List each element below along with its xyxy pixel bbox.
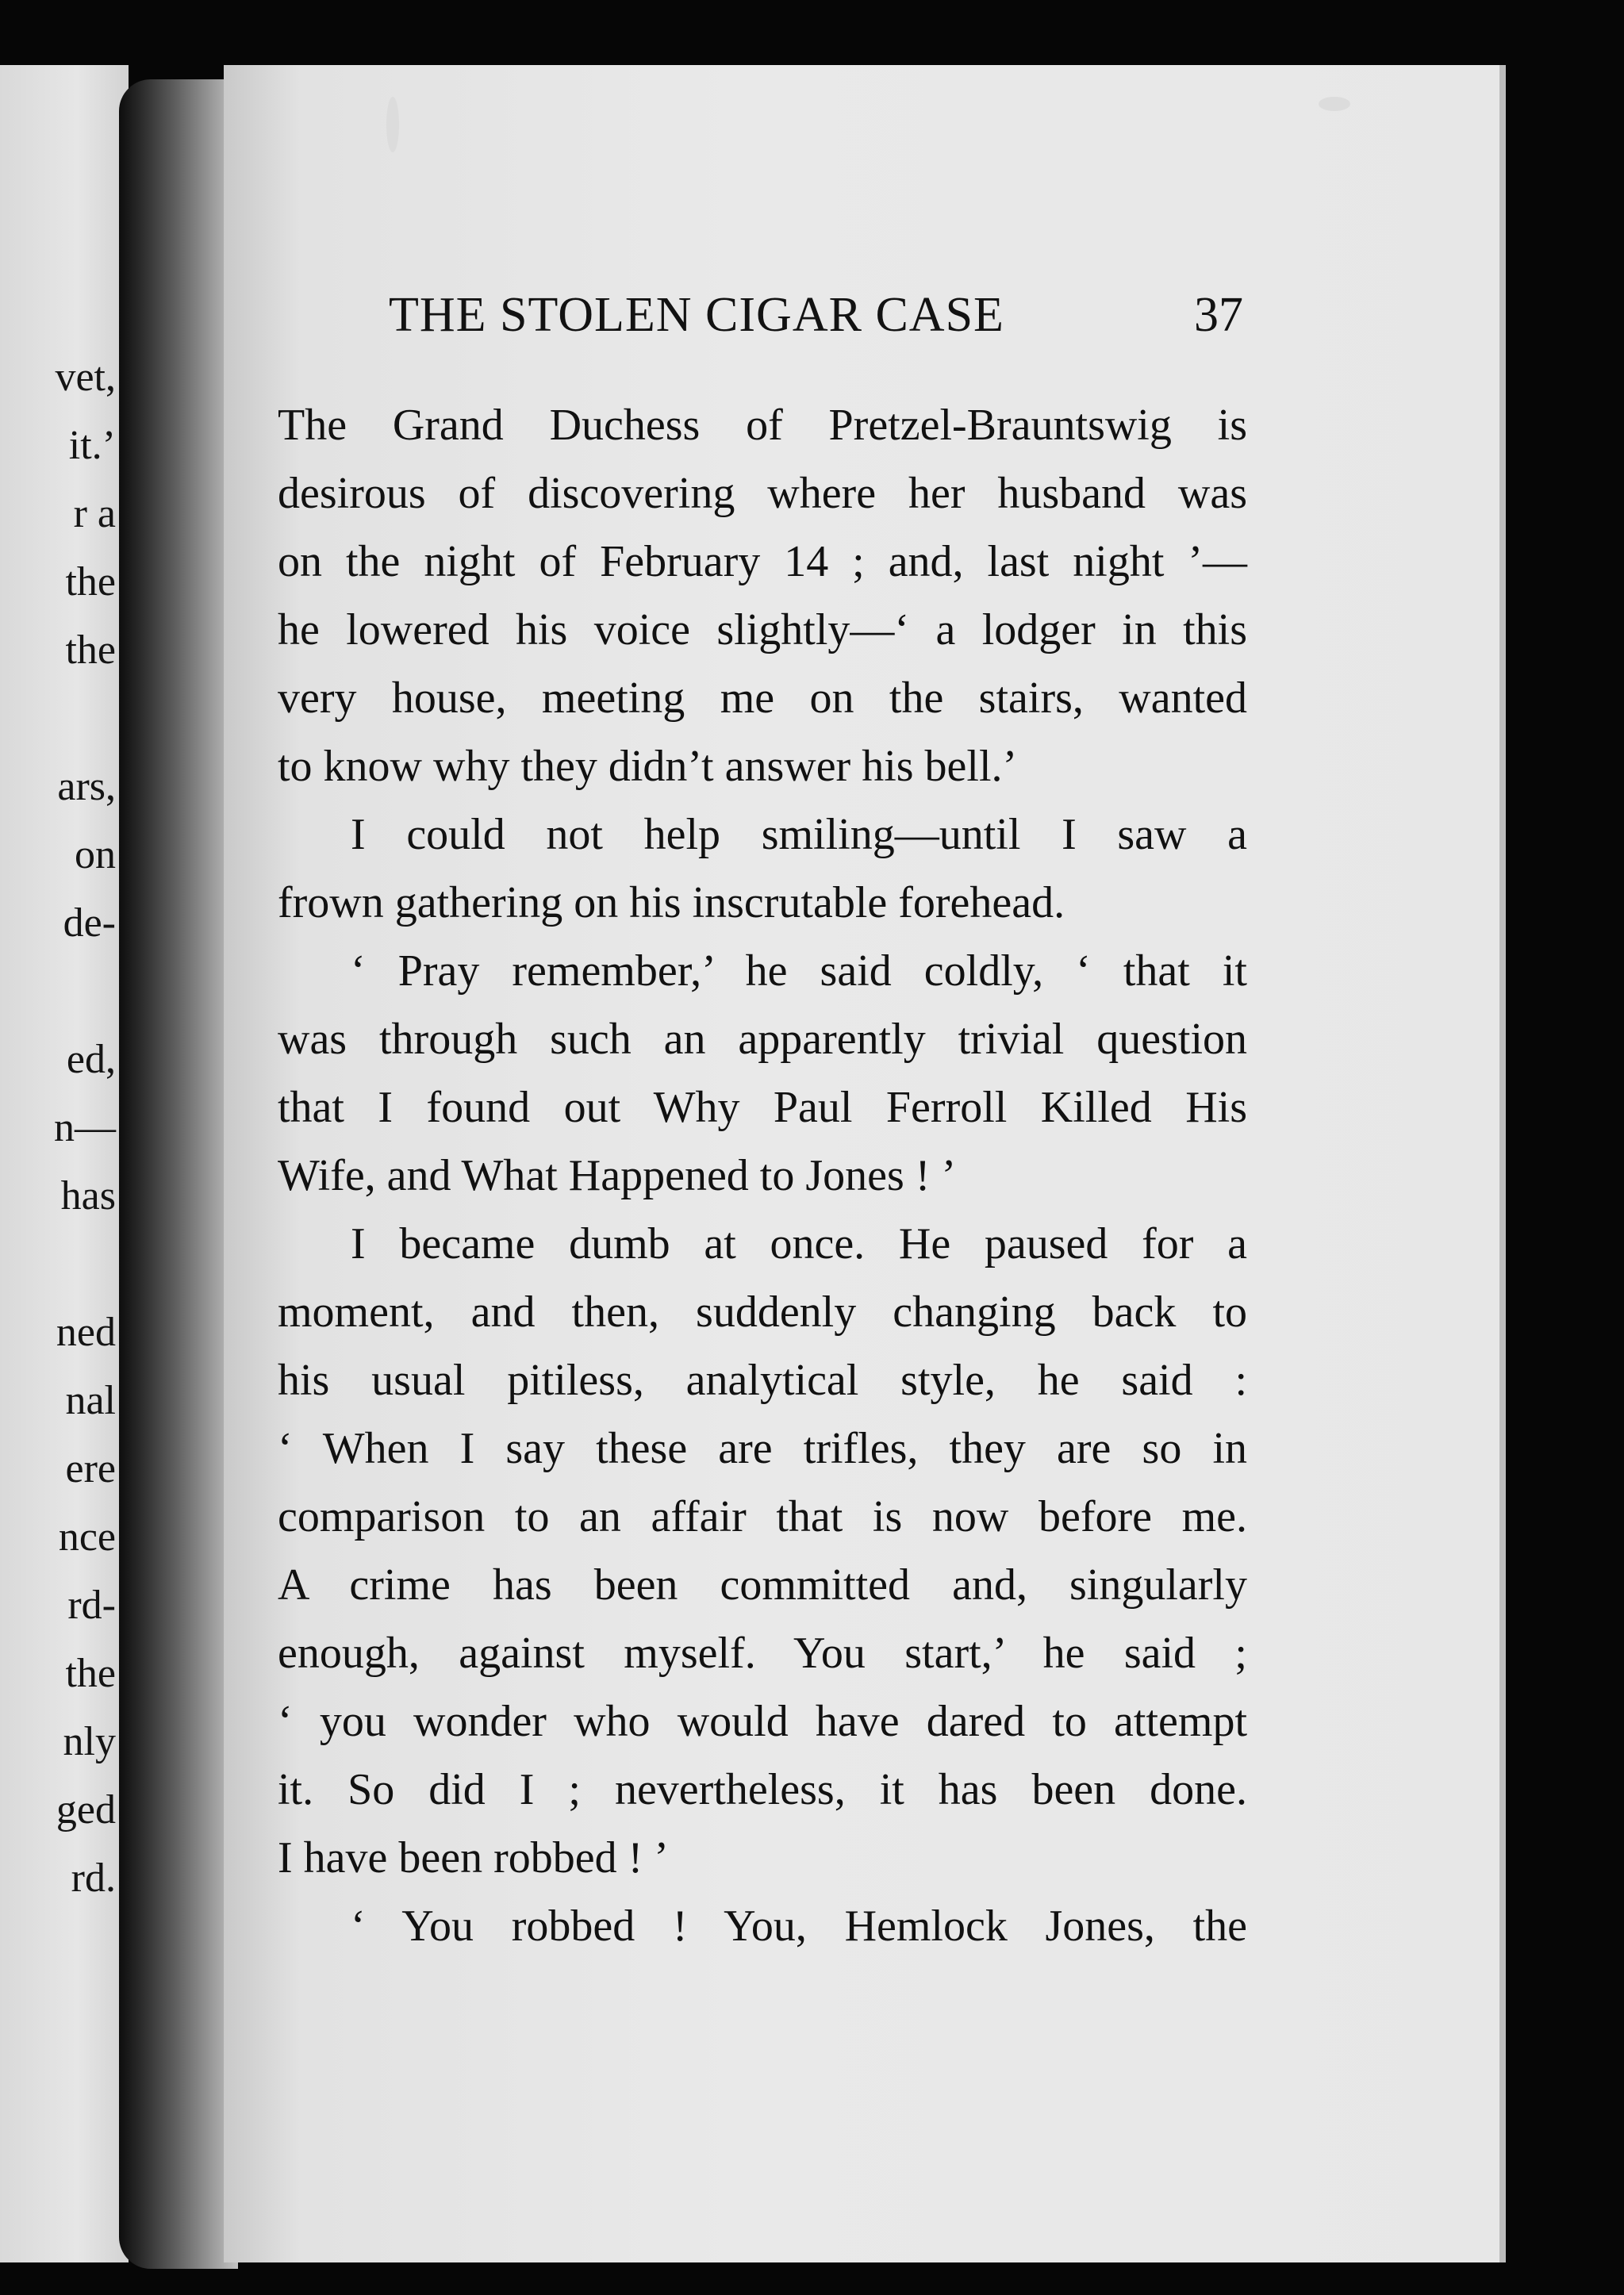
text-line: very house, meeting me on the stairs, wanted bbox=[278, 674, 1247, 723]
text-line: ‘ you wonder who would have dared to attempt bbox=[278, 1697, 1247, 1746]
text-line: it. So did I ; nevertheless, it has been done. bbox=[278, 1765, 1247, 1814]
text-line: A crime has been committed and, singularly bbox=[278, 1560, 1247, 1610]
text-line: I have been robbed ! ’ bbox=[278, 1833, 669, 1882]
paper-speck bbox=[386, 97, 399, 152]
text-line: to know why they didn’t answer his bell.’ bbox=[278, 742, 1018, 791]
text-line: on the night of February 14 ; and, last night ’— bbox=[278, 537, 1247, 586]
left-page-fragment: rd- bbox=[67, 1583, 116, 1628]
left-page-fragment: nly bbox=[63, 1719, 116, 1764]
left-page-fragment: n— bbox=[54, 1105, 116, 1150]
body-text bbox=[278, 391, 1247, 1960]
text-line: his usual pitiless, analytical style, he said : bbox=[278, 1356, 1247, 1405]
text-line: he lowered his voice slightly—‘ a lodger in this bbox=[278, 605, 1247, 654]
left-page-fragment: ned bbox=[56, 1310, 116, 1355]
text-line: The Grand Duchess of Pretzel-Brauntswig is bbox=[278, 401, 1247, 450]
left-page-fragment: r a bbox=[73, 491, 116, 536]
left-page-fragment: the bbox=[65, 1651, 116, 1696]
left-page-fragment: de- bbox=[63, 900, 116, 946]
text-line: enough, against myself. You start,’ he said ; bbox=[278, 1629, 1247, 1678]
left-page-fragment: the bbox=[65, 627, 116, 673]
left-page-fragment: ere bbox=[65, 1446, 116, 1491]
running-header: THE STOLEN CIGAR CASE bbox=[389, 288, 1004, 342]
text-line: desirous of discovering where her husband was bbox=[278, 469, 1247, 518]
left-page-fragment: on bbox=[75, 832, 116, 877]
text-line: ‘ You robbed ! You, Hemlock Jones, the bbox=[351, 1902, 1247, 1951]
left-page-fragment: has bbox=[60, 1173, 116, 1218]
left-page-fragment: nce bbox=[58, 1514, 116, 1560]
left-page-fragment: ed, bbox=[66, 1037, 116, 1082]
text-line: I became dumb at once. He paused for a bbox=[351, 1219, 1247, 1268]
left-page-fragment: vet, bbox=[55, 355, 116, 400]
left-page-fragment: the bbox=[65, 559, 116, 604]
left-page-fragment: rd. bbox=[71, 1856, 116, 1901]
left-page-fragment: ars, bbox=[57, 764, 116, 809]
text-line: moment, and then, suddenly changing back to bbox=[278, 1288, 1247, 1337]
book-gutter bbox=[119, 79, 238, 2269]
paper-speck bbox=[1319, 97, 1350, 111]
left-page-fragment: ged bbox=[56, 1787, 116, 1833]
text-line: that I found out Why Paul Ferroll Killed His bbox=[278, 1083, 1247, 1132]
page-edge bbox=[1499, 65, 1506, 2262]
left-page-fragment: it.’ bbox=[68, 423, 116, 468]
text-line: was through such an apparently trivial question bbox=[278, 1015, 1247, 1064]
previous-page-edge bbox=[0, 65, 129, 2262]
page-number: 37 bbox=[1194, 288, 1243, 342]
text-line: ‘ Pray remember,’ he said coldly, ‘ that it bbox=[351, 946, 1247, 996]
text-line: Wife, and What Happened to Jones ! ’ bbox=[278, 1151, 957, 1200]
text-line: comparison to an affair that is now before me. bbox=[278, 1492, 1247, 1541]
text-line: ‘ When I say these are trifles, they are so in bbox=[278, 1424, 1247, 1473]
text-line: I could not help smiling—until I saw a bbox=[351, 810, 1247, 859]
text-line: frown gathering on his inscrutable forehead. bbox=[278, 878, 1065, 927]
left-page-fragment: nal bbox=[65, 1378, 116, 1423]
